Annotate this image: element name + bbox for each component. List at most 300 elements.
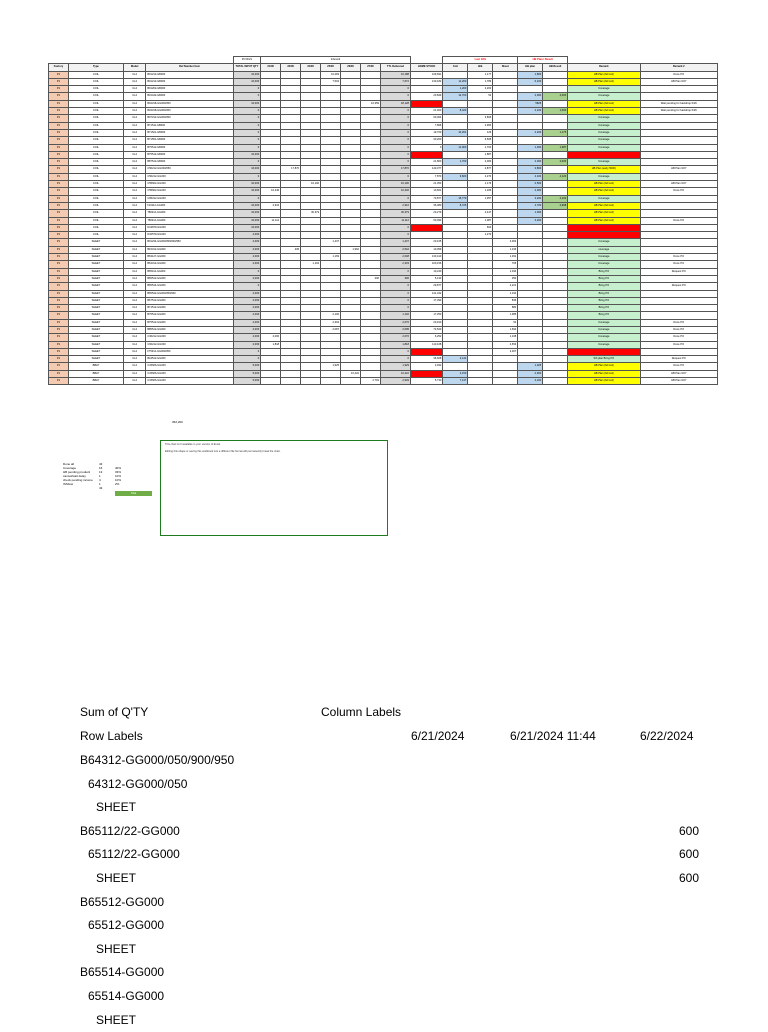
table-cell[interactable]: CL4 (123, 108, 145, 115)
table-cell[interactable]: 306 (360, 275, 380, 282)
table-cell[interactable]: COIL (68, 71, 123, 78)
table-cell[interactable]: CL4 (123, 348, 145, 355)
table-cell[interactable]: Coverage (568, 159, 640, 166)
table-cell[interactable] (301, 290, 321, 297)
table-cell[interactable]: 30,379 (380, 210, 410, 217)
table-cell[interactable]: Done PO (640, 261, 717, 268)
table-cell[interactable] (543, 290, 568, 297)
table-cell[interactable]: COIL (68, 232, 123, 239)
table-cell[interactable] (543, 378, 568, 385)
table-cell[interactable] (341, 363, 361, 370)
table-cell[interactable]: COIL (68, 86, 123, 93)
table-cell[interactable] (321, 100, 341, 107)
table-cell[interactable]: 1,177 (468, 71, 493, 78)
column-header[interactable]: Coil (443, 64, 468, 71)
table-cell[interactable]: SHEET (68, 254, 123, 261)
table-cell[interactable]: 21,353 (410, 181, 442, 188)
table-cell[interactable]: 1,800 (518, 71, 543, 78)
table-cell[interactable] (341, 297, 361, 304)
table-cell[interactable]: SHEET (68, 246, 123, 253)
table-cell[interactable]: 2,000 (233, 319, 260, 326)
table-cell[interactable]: 0 (380, 115, 410, 122)
table-cell[interactable]: 0 (233, 108, 260, 115)
table-cell[interactable]: D10579-GG000 (146, 232, 233, 239)
table-cell[interactable] (360, 246, 380, 253)
table-cell[interactable] (321, 159, 341, 166)
table-cell[interactable]: P1 (49, 341, 69, 348)
table-cell[interactable]: 2,270 (468, 173, 493, 180)
table-cell[interactable]: 10,283 (321, 71, 341, 78)
table-cell[interactable]: Done PO (640, 188, 717, 195)
table-cell[interactable] (360, 239, 380, 246)
table-cell[interactable] (360, 108, 380, 115)
table-cell[interactable]: 2,998 (543, 202, 568, 209)
table-cell[interactable] (568, 151, 640, 158)
table-cell[interactable] (543, 137, 568, 144)
table-cell[interactable]: 1,985 (493, 312, 518, 319)
table-cell[interactable]: SHEET (68, 283, 123, 290)
table-cell[interactable] (360, 173, 380, 180)
table-cell[interactable]: 1,194 (493, 290, 518, 297)
table-cell[interactable] (261, 93, 281, 100)
table-cell[interactable]: C15606-GG000 (146, 378, 233, 385)
table-cell[interactable]: P1 (49, 144, 69, 151)
table-cell[interactable] (321, 173, 341, 180)
table-cell[interactable]: P1 (49, 356, 69, 363)
pivot-row-label[interactable]: SHEET (96, 800, 137, 815)
table-cell[interactable]: 5825 (518, 100, 543, 107)
column-header[interactable]: HB plan (518, 64, 543, 71)
table-cell[interactable]: P1 (49, 348, 69, 355)
table-cell[interactable] (321, 334, 341, 341)
table-cell[interactable]: Wait pending for backdrop 6/26 (640, 108, 717, 115)
table-cell[interactable]: 2,100 (321, 312, 341, 319)
table-cell[interactable] (360, 283, 380, 290)
table-cell[interactable]: Bring PO (568, 268, 640, 275)
table-cell[interactable]: 0 (233, 348, 260, 355)
table-cell[interactable] (443, 188, 468, 195)
table-cell[interactable]: SHEET (68, 348, 123, 355)
table-cell[interactable]: 1,000 (543, 108, 568, 115)
table-cell[interactable] (281, 86, 301, 93)
table-cell[interactable]: B07312-GG000/050 (146, 115, 233, 122)
table-cell[interactable]: 16,188 (380, 71, 410, 78)
table-cell[interactable] (281, 297, 301, 304)
table-cell[interactable] (468, 312, 493, 319)
table-cell[interactable]: CL4 (123, 78, 145, 85)
table-cell[interactable]: B65514-GG000 (146, 283, 233, 290)
table-cell[interactable]: 16,359 (360, 100, 380, 107)
table-cell[interactable]: CL4 (123, 319, 145, 326)
table-cell[interactable] (360, 93, 380, 100)
table-cell[interactable] (321, 232, 341, 239)
table-cell[interactable]: 130,182 (410, 78, 442, 85)
column-header[interactable]: Sheet (493, 64, 518, 71)
table-cell[interactable] (443, 100, 468, 107)
table-cell[interactable]: 12,700 (443, 93, 468, 100)
table-cell[interactable]: P1 (49, 232, 69, 239)
table-cell[interactable] (261, 173, 281, 180)
table-cell[interactable] (261, 297, 281, 304)
table-cell[interactable] (281, 326, 301, 333)
table-cell[interactable] (281, 378, 301, 385)
table-cell[interactable]: P1 (49, 254, 69, 261)
table-cell[interactable]: 21,800 (410, 159, 442, 166)
table-cell[interactable] (640, 202, 717, 209)
table-cell[interactable]: CL4 (123, 173, 145, 180)
pivot-row-label[interactable]: SHEET (96, 871, 137, 885)
table-cell[interactable]: 10,222 (380, 370, 410, 377)
table-cell[interactable]: 52 (493, 319, 518, 326)
table-cell[interactable]: 1,929 (380, 363, 410, 370)
table-cell[interactable]: HB Plan (full coil) (568, 202, 640, 209)
table-cell[interactable]: P1 (49, 108, 69, 115)
table-cell[interactable] (410, 232, 442, 239)
table-cell[interactable] (493, 122, 518, 129)
table-cell[interactable] (321, 341, 341, 348)
table-cell[interactable] (443, 363, 468, 370)
table-cell[interactable] (341, 283, 361, 290)
pivot-row[interactable] (0, 984, 768, 1008)
table-cell[interactable]: 6,100 (518, 78, 543, 85)
table-cell[interactable]: P1 (49, 129, 69, 136)
table-cell[interactable]: COIL (68, 188, 123, 195)
table-cell[interactable] (443, 239, 468, 246)
table-cell[interactable] (493, 356, 518, 363)
table-cell[interactable] (321, 122, 341, 129)
table-cell[interactable]: 1,887 (468, 151, 493, 158)
table-cell[interactable]: 4,000 (233, 232, 260, 239)
table-cell[interactable]: 2,542 (380, 246, 410, 253)
table-cell[interactable] (468, 305, 493, 312)
table-cell[interactable]: HB Plan (full coil) (568, 71, 640, 78)
table-cell[interactable] (543, 224, 568, 231)
pivot-column-labels[interactable]: Column Labels (321, 705, 402, 719)
table-cell[interactable] (261, 378, 281, 385)
table-cell[interactable]: SHEET (68, 275, 123, 282)
table-cell[interactable] (360, 341, 380, 348)
table-cell[interactable]: CL4 (123, 370, 145, 377)
table-cell[interactable]: 17,393 (410, 297, 442, 304)
table-cell[interactable]: CL4 (123, 283, 145, 290)
table-cell[interactable]: SHEET (68, 319, 123, 326)
table-cell[interactable] (518, 326, 543, 333)
table-cell[interactable] (321, 268, 341, 275)
table-cell[interactable] (360, 122, 380, 129)
table-cell[interactable]: 2,221 (493, 283, 518, 290)
table-cell[interactable] (301, 363, 321, 370)
table-cell[interactable] (443, 137, 468, 144)
table-cell[interactable] (360, 181, 380, 188)
group-header-cell[interactable]: Inbound (261, 57, 411, 64)
table-cell[interactable] (341, 290, 361, 297)
table-cell[interactable] (493, 71, 518, 78)
table-cell[interactable] (261, 348, 281, 355)
table-cell[interactable]: 1,925 (321, 363, 341, 370)
pivot-row[interactable] (0, 913, 768, 937)
table-cell[interactable] (301, 202, 321, 209)
table-cell[interactable] (341, 341, 361, 348)
table-cell[interactable]: P1 (49, 86, 69, 93)
table-cell[interactable]: Coverage (568, 239, 640, 246)
table-cell[interactable]: CL4 (123, 268, 145, 275)
table-cell[interactable]: Bring PO (568, 297, 640, 304)
table-cell[interactable]: P1 (49, 312, 69, 319)
table-cell[interactable] (640, 115, 717, 122)
table-cell[interactable] (301, 173, 321, 180)
table-cell[interactable] (468, 246, 493, 253)
table-cell[interactable] (281, 254, 301, 261)
table-cell[interactable] (301, 254, 321, 261)
table-cell[interactable]: SHEET (68, 297, 123, 304)
table-cell[interactable] (493, 159, 518, 166)
column-header[interactable]: Model (123, 64, 145, 71)
table-cell[interactable] (640, 246, 717, 253)
table-cell[interactable]: CL4 (123, 188, 145, 195)
table-cell[interactable]: HB Plan 6/27 (640, 370, 717, 377)
table-cell[interactable]: P1 (49, 319, 69, 326)
table-cell[interactable] (321, 108, 341, 115)
table-cell[interactable]: 10,000 (233, 210, 260, 217)
table-cell[interactable]: P1 (49, 305, 69, 312)
table-cell[interactable] (261, 239, 281, 246)
table-cell[interactable] (518, 348, 543, 355)
table-cell[interactable]: CL4 (123, 363, 145, 370)
table-cell[interactable] (261, 86, 281, 93)
table-cell[interactable]: HB Plan (full coil) (568, 378, 640, 385)
table-cell[interactable] (543, 341, 568, 348)
table-cell[interactable]: HB Plan (full coil) (568, 100, 640, 107)
table-cell[interactable]: 2,000 (233, 297, 260, 304)
table-cell[interactable]: B75512-GG000 (146, 319, 233, 326)
table-cell[interactable] (341, 137, 361, 144)
table-cell[interactable] (341, 108, 361, 115)
table-cell[interactable]: Coverage (568, 115, 640, 122)
table-cell[interactable] (543, 188, 568, 195)
table-cell[interactable] (281, 93, 301, 100)
table-cell[interactable] (261, 283, 281, 290)
table-cell[interactable] (281, 78, 301, 85)
table-cell[interactable] (321, 283, 341, 290)
table-cell[interactable]: 4,700 (518, 202, 543, 209)
table-cell[interactable] (640, 224, 717, 231)
table-cell[interactable] (281, 181, 301, 188)
table-cell[interactable]: P1 (49, 93, 69, 100)
column-header[interactable]: HB Result (543, 64, 568, 71)
table-cell[interactable] (518, 261, 543, 268)
table-cell[interactable] (640, 312, 717, 319)
table-cell[interactable]: 8,420 (443, 108, 468, 115)
table-cell[interactable]: coverage (568, 246, 640, 253)
table-cell[interactable]: 1,025 (518, 363, 543, 370)
table-cell[interactable]: HB Plan 6/27 (640, 378, 717, 385)
table-cell[interactable] (468, 268, 493, 275)
table-cell[interactable]: CL4 (123, 93, 145, 100)
table-cell[interactable]: Coverage (568, 144, 640, 151)
table-cell[interactable] (281, 195, 301, 202)
table-cell[interactable]: 72,520 (410, 326, 442, 333)
table-cell[interactable] (518, 246, 543, 253)
table-cell[interactable] (341, 348, 361, 355)
table-cell[interactable] (568, 224, 640, 231)
table-cell[interactable] (518, 305, 543, 312)
table-cell[interactable]: 10,000 (233, 71, 260, 78)
table-cell[interactable] (443, 224, 468, 231)
table-cell[interactable]: 10,240 (410, 268, 442, 275)
table-cell[interactable]: B15312-GG000 (146, 246, 233, 253)
table-cell[interactable]: P1 (49, 268, 69, 275)
table-cell[interactable] (543, 100, 568, 107)
table-cell[interactable]: P1 (49, 290, 69, 297)
table-cell[interactable]: P1 (49, 283, 69, 290)
pivot-row-label[interactable]: B65112/22-GG000 (80, 823, 180, 838)
table-cell[interactable] (493, 217, 518, 224)
table-cell[interactable] (281, 202, 301, 209)
table-cell[interactable] (543, 356, 568, 363)
table-cell[interactable] (321, 151, 341, 158)
table-cell[interactable] (301, 378, 321, 385)
table-cell[interactable]: C30212-GG000 (146, 334, 233, 341)
table-cell[interactable] (261, 326, 281, 333)
table-cell[interactable]: 2,000 (233, 275, 260, 282)
table-cell[interactable] (640, 348, 717, 355)
table-cell[interactable]: 1,700 (468, 144, 493, 151)
table-cell[interactable]: 7,672 (380, 78, 410, 85)
table-cell[interactable] (443, 115, 468, 122)
table-cell[interactable]: 0 (380, 144, 410, 151)
table-cell[interactable]: Coverage (568, 137, 640, 144)
table-cell[interactable] (543, 283, 568, 290)
table-cell[interactable]: 1,957 (468, 195, 493, 202)
table-cell[interactable] (341, 173, 361, 180)
table-cell[interactable]: 0 (380, 268, 410, 275)
table-cell[interactable] (468, 363, 493, 370)
table-cell[interactable]: C50212-GG000 (146, 173, 233, 180)
table-cell[interactable] (341, 115, 361, 122)
table-cell[interactable] (468, 108, 493, 115)
table-cell[interactable] (518, 239, 543, 246)
table-cell[interactable]: 7,137 (443, 378, 468, 385)
table-cell[interactable] (443, 246, 468, 253)
table-cell[interactable]: 0 (380, 283, 410, 290)
group-header-cell[interactable] (568, 57, 718, 64)
table-cell[interactable]: COIL (68, 151, 123, 158)
table-cell[interactable]: 2,000 (518, 159, 543, 166)
table-cell[interactable] (360, 268, 380, 275)
table-cell[interactable]: C55602-GG000 (146, 181, 233, 188)
table-cell[interactable] (360, 195, 380, 202)
table-cell[interactable] (360, 151, 380, 158)
table-cell[interactable]: CL4 (123, 195, 145, 202)
table-cell[interactable]: P1 (49, 181, 69, 188)
table-cell[interactable]: 0 (380, 86, 410, 93)
table-cell[interactable] (360, 71, 380, 78)
table-cell[interactable] (321, 166, 341, 173)
table-cell[interactable] (360, 159, 380, 166)
table-cell[interactable] (321, 297, 341, 304)
table-cell[interactable] (261, 195, 281, 202)
column-header[interactable]: Factory (49, 64, 69, 71)
table-cell[interactable]: C60212-GG000 (146, 341, 233, 348)
table-cell[interactable]: 2,000 (233, 290, 260, 297)
table-cell[interactable]: 0 (233, 159, 260, 166)
pivot-row[interactable] (0, 960, 768, 984)
table-cell[interactable] (360, 210, 380, 217)
pivot-row-label[interactable]: SHEET (96, 1012, 137, 1027)
table-cell[interactable]: P1 (49, 195, 69, 202)
group-header-cell[interactable] (410, 57, 442, 64)
table-cell[interactable]: 2,394 (321, 319, 341, 326)
table-cell[interactable] (360, 334, 380, 341)
table-cell[interactable] (468, 326, 493, 333)
pivot-row-label[interactable]: 64312-GG000/050 (88, 776, 188, 791)
table-cell[interactable]: Done PO (640, 363, 717, 370)
table-cell[interactable]: COIL (68, 137, 123, 144)
table-cell[interactable] (568, 232, 640, 239)
table-cell[interactable] (301, 334, 321, 341)
table-cell[interactable]: 2,900 (518, 370, 543, 377)
pivot-row[interactable] (0, 772, 768, 796)
table-cell[interactable]: CL4 (123, 341, 145, 348)
table-cell[interactable]: CL4 (123, 305, 145, 312)
table-cell[interactable] (261, 312, 281, 319)
table-cell[interactable]: 350 (493, 275, 518, 282)
table-cell[interactable]: COIL (68, 202, 123, 209)
table-cell[interactable]: 5,730 (410, 378, 442, 385)
table-cell[interactable] (493, 224, 518, 231)
table-cell[interactable]: P1 (49, 100, 69, 107)
table-cell[interactable] (360, 144, 380, 151)
column-header[interactable]: Blk (468, 64, 493, 71)
table-cell[interactable] (341, 181, 361, 188)
table-cell[interactable]: P1 (49, 115, 69, 122)
table-cell[interactable] (468, 100, 493, 107)
table-cell[interactable]: 2,087 (321, 326, 341, 333)
table-cell[interactable] (341, 217, 361, 224)
table-cell[interactable]: SHEET (68, 356, 123, 363)
table-cell[interactable]: 0 (233, 122, 260, 129)
table-cell[interactable]: F75312-GG000/050 (146, 348, 233, 355)
table-cell[interactable]: 0 (233, 268, 260, 275)
table-cell[interactable] (261, 137, 281, 144)
table-cell[interactable]: 2,749 (360, 378, 380, 385)
table-cell[interactable]: 0 (380, 224, 410, 231)
table-cell[interactable]: 2,200 (518, 129, 543, 136)
table-cell[interactable] (568, 348, 640, 355)
table-cell[interactable]: 1,087 (468, 217, 493, 224)
table-cell[interactable] (261, 159, 281, 166)
table-cell[interactable] (301, 232, 321, 239)
table-cell[interactable] (443, 312, 468, 319)
table-cell[interactable]: 1,437 (380, 239, 410, 246)
table-cell[interactable]: HB Plan 6/27 (640, 181, 717, 188)
table-cell[interactable]: 1,196 (493, 246, 518, 253)
table-cell[interactable]: 36,380 (410, 202, 442, 209)
table-cell[interactable]: B71512-GG000 (146, 305, 233, 312)
table-cell[interactable] (301, 137, 321, 144)
table-cell[interactable]: 7,866 (410, 122, 442, 129)
table-cell[interactable]: HB Plan (early 5000) (568, 166, 640, 173)
pivot-row-label[interactable]: 65514-GG000 (88, 989, 165, 1003)
table-cell[interactable]: 0 (233, 137, 260, 144)
table-cell[interactable]: 2,000 (233, 261, 260, 268)
table-cell[interactable]: SHEET (68, 326, 123, 333)
table-cell[interactable] (341, 210, 361, 217)
table-cell[interactable] (543, 122, 568, 129)
column-header[interactable]: HOME STOCK (410, 64, 442, 71)
table-cell[interactable] (360, 297, 380, 304)
table-cell[interactable]: HB Plan 6/27 (640, 78, 717, 85)
